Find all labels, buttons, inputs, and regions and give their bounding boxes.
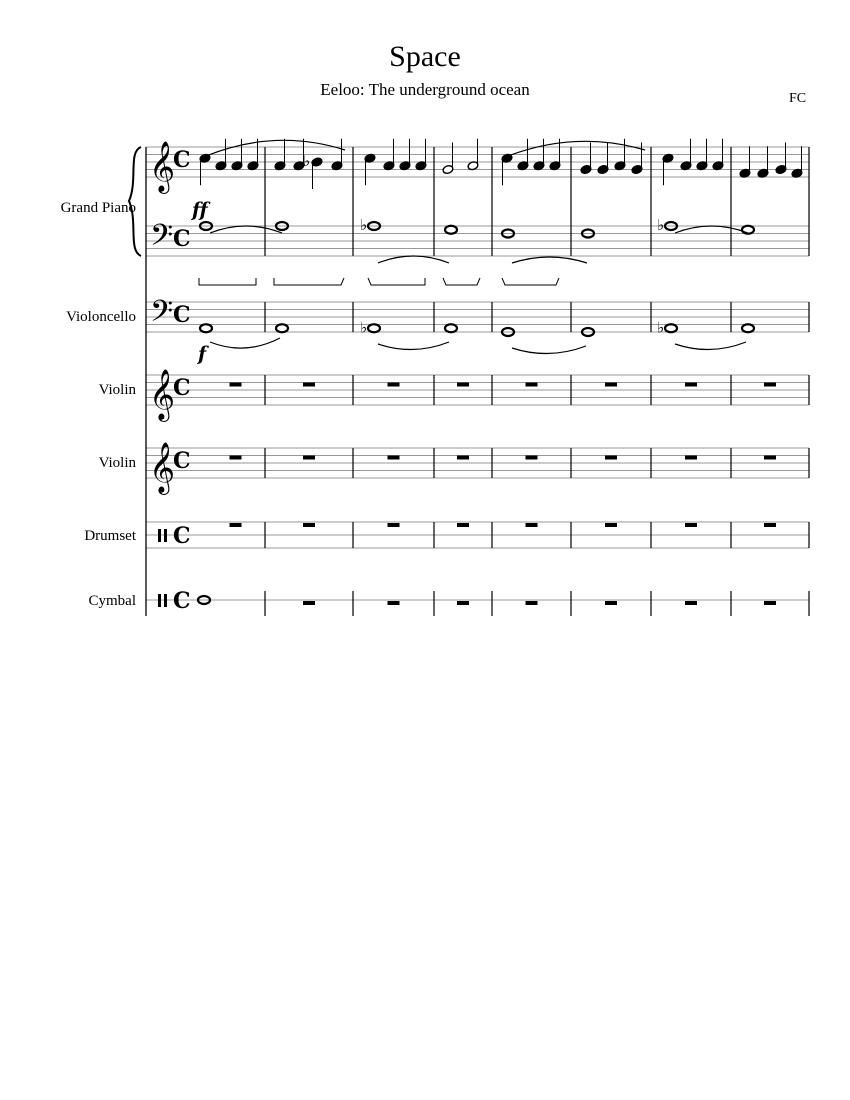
treble-clef-icon	[149, 141, 175, 194]
instrument-label-drumset: Drumset	[84, 528, 136, 544]
whole-rest-icon	[685, 601, 697, 605]
svg-text:𝄢: 𝄢	[150, 295, 174, 336]
svg-text:𝄞: 𝄞	[149, 369, 176, 420]
time-signature-icon: C	[173, 302, 191, 328]
pedal-bracket	[368, 278, 425, 285]
barlines	[146, 147, 809, 616]
pedal-bracket	[199, 278, 256, 285]
whole-rest-icon	[605, 601, 617, 605]
pedal-bracket	[443, 278, 480, 285]
svg-text:𝄞: 𝄞	[149, 141, 176, 192]
whole-rest-icon	[605, 383, 617, 387]
whole-rest-icon	[526, 601, 538, 605]
whole-rest-icon	[388, 383, 400, 387]
note-Ab3	[360, 216, 380, 234]
svg-text:♭: ♭	[657, 216, 665, 234]
whole-rest-icon	[764, 456, 776, 460]
instrument-label-violoncello: Violoncello	[66, 309, 136, 325]
score-subtitle: Eeloo: The underground ocean	[320, 80, 530, 99]
whole-rest-icon	[303, 383, 315, 387]
dynamic-f: f	[198, 343, 207, 365]
whole-rest-icon	[230, 523, 242, 527]
time-signature-icon: C	[173, 448, 191, 474]
staff-drumset	[146, 522, 809, 548]
staff-violin1	[146, 375, 809, 405]
whole-rest-icon	[457, 456, 469, 460]
time-signature-icon: C	[173, 147, 191, 173]
time-signature-icon: C	[173, 375, 191, 401]
pedal-bracket	[502, 278, 559, 285]
whole-rest-icon	[764, 383, 776, 387]
instrument-label-violin-2: Violin	[98, 455, 136, 471]
markings	[190, 140, 748, 365]
staff-piano_bass	[146, 226, 809, 256]
svg-text:♭: ♭	[303, 152, 311, 170]
time-signature-icon: C	[173, 523, 191, 549]
treble-clef-icon	[149, 442, 175, 495]
bass-clef-icon	[150, 219, 173, 260]
instrument-label-grand-piano: Grand Piano	[60, 200, 136, 216]
note-Ab2	[742, 324, 754, 332]
dynamic-ff: ff	[192, 199, 208, 221]
time-signature-icon: C	[173, 588, 191, 614]
whole-rest-icon	[605, 523, 617, 527]
whole-rest-icon	[526, 456, 538, 460]
whole-rest-icon	[526, 523, 538, 527]
whole-rest-icon	[388, 601, 400, 605]
whole-rest-icon	[605, 456, 617, 460]
time-signature-icon: C	[173, 226, 191, 252]
instrument-label-cymbal: Cymbal	[88, 593, 136, 609]
svg-text:𝄢: 𝄢	[150, 219, 174, 260]
whole-rest-icon	[388, 523, 400, 527]
whole-rest-icon	[685, 383, 697, 387]
whole-rest-icon	[388, 456, 400, 460]
svg-text:♭: ♭	[657, 318, 665, 337]
whole-rest-icon	[526, 383, 538, 387]
note-A2	[200, 324, 212, 332]
bass-clef-icon	[150, 295, 173, 336]
composer-name: FC	[789, 91, 807, 106]
clefs	[129, 141, 191, 614]
whole-rest-icon	[303, 601, 315, 605]
score-title: Space	[389, 40, 461, 73]
svg-text:♭: ♭	[360, 216, 368, 234]
whole-rest-icon	[457, 601, 469, 605]
instrument-label-violin-1: Violin	[98, 382, 136, 398]
note-Ab2	[657, 318, 677, 336]
whole-rest-icon	[685, 523, 697, 527]
note-Ab2	[360, 318, 380, 336]
pedal-bracket	[274, 278, 344, 285]
svg-text:♭: ♭	[360, 318, 368, 337]
whole-rest-icon	[230, 456, 242, 460]
whole-rest-icon	[303, 456, 315, 460]
note-A2	[276, 324, 288, 332]
whole-rest-icon	[764, 601, 776, 605]
whole-rest-icon	[457, 523, 469, 527]
staff-lines	[146, 147, 809, 600]
note-Ab2	[445, 324, 457, 332]
staff-violin2	[146, 448, 809, 478]
note-Ab3	[657, 216, 677, 234]
staff-violoncello	[146, 302, 809, 332]
whole-rest-icon	[685, 456, 697, 460]
whole-rest-icon	[303, 523, 315, 527]
treble-clef-icon	[149, 369, 175, 422]
note-Bb4	[303, 152, 323, 189]
svg-text:𝄞: 𝄞	[149, 442, 176, 493]
note-G3	[445, 226, 457, 234]
whole-rest-icon	[230, 383, 242, 387]
whole-rest-icon	[764, 523, 776, 527]
whole-rest-icon	[457, 383, 469, 387]
